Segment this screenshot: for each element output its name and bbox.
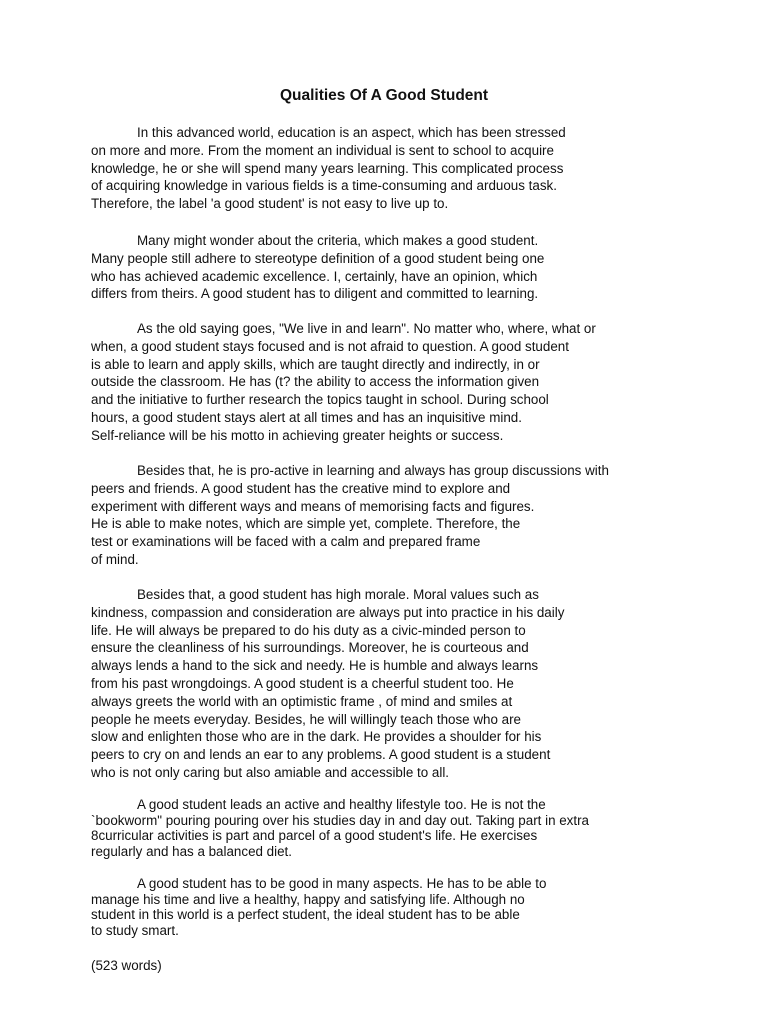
paragraph-line: peers and friends. A good student has the creative mind to explore and [91,480,511,496]
paragraph-line: knowledge, he or she will spend many years learning. This complicated process [91,160,564,176]
document-title: Qualities Of A Good Student [279,87,489,104]
paragraph-line: of mind. [91,551,139,567]
paragraph-line: Many might wonder about the criteria, which makes a good student. [137,233,539,248]
paragraph-line: when, a good student stays focused and is not afraid to question. A good student [91,338,569,354]
paragraph-line: test or examinations will be faced with a calm and prepared frame [91,534,481,550]
word-count: (523 words) [91,958,162,973]
paragraph-line: always lends a hand to the sick and needy. He is humble and always learns [91,658,539,674]
paragraph-line: outside the classroom. He has (t? the ability to access the information given [91,374,540,390]
paragraph-4 [91,462,609,569]
paragraph-line: ensure the cleanliness of his surroundings. Moreover, he is courteous and [91,640,529,656]
paragraph-line: `bookworm" pouring pouring over his studies day in and day out. Taking part in extra [91,812,590,828]
paragraph-line: Self-reliance will be his motto in achieving greater heights or success. [91,427,504,443]
paragraph-line: As the old saying goes, "We live in and learn". No matter who, where, what or [137,321,596,336]
paragraph-line: hours, a good student stays alert at all times and has an inquisitive mind. [91,409,522,425]
paragraph-line: Besides that, a good student has high morale. Moral values such as [137,587,539,602]
paragraph-2 [91,232,544,303]
paragraph-line: experiment with different ways and means of memorising facts and figures. [91,498,535,514]
paragraph-line: of acquiring knowledge in various fields is a time-consuming and arduous task. [91,178,557,194]
paragraph-line: differs from theirs. A good student has to diligent and committed to learning. [91,286,539,302]
paragraph-line: life. He will always be prepared to do his duty as a civic-minded person to [91,622,526,638]
paragraph-line: regularly and has a balanced diet. [91,843,292,859]
paragraph-line: peers to cry on and lends an ear to any problems. A good student is a student [91,747,551,763]
paragraph-line: slow and enlighten those who are in the dark. He provides a shoulder for his [91,729,542,745]
paragraph-6 [91,797,589,859]
paragraph-3 [91,320,596,445]
paragraph-line: Many people still adhere to stereotype definition of a good student being one [91,250,545,266]
paragraph-line: who has achieved academic excellence. I, certainly, have an opinion, which [91,268,538,284]
paragraph-line: is able to learn and apply skills, which are taught directly and indirectly, in or [91,356,540,372]
paragraph-5 [91,586,564,782]
paragraph-line: He is able to make notes, which are simple yet, complete. Therefore, the [91,516,521,532]
paragraph-line: people he meets everyday. Besides, he will willingly teach those who are [91,711,521,727]
paragraph-line: 8curricular activities is part and parcel of a good student's life. He exercises [91,828,538,844]
paragraph-line: always greets the world with an optimistic frame , of mind and smiles at [91,693,513,709]
paragraph-1 [91,124,566,213]
paragraph-7 [91,876,546,938]
paragraph-line: student in this world is a perfect student, the ideal student has to be able [91,907,520,923]
paragraph-line: who is not only caring but also amiable and accessible to all. [91,764,450,780]
paragraph-line: A good student has to be good in many aspects. He has to be able to [137,876,547,891]
paragraph-line: from his past wrongdoings. A good student is a cheerful student too. He [91,675,514,691]
paragraph-line: on more and more. From the moment an individual is sent to school to acquire [91,142,554,158]
paragraph-line: kindness, compassion and consideration are always put into practice in his daily [91,604,565,620]
paragraph-line: In this advanced world, education is an aspect, which has been stressed [137,125,566,140]
paragraph-line: manage his time and live a healthy, happy and satisfying life. Although no [91,891,525,907]
paragraph-line: and the initiative to further research the topics taught in school. During school [91,392,549,408]
paragraph-line: A good student leads an active and healthy lifestyle too. He is not the [137,797,546,812]
paragraph-line: Besides that, he is pro-active in learning and always has group discussions with [137,463,609,478]
paragraph-line: Therefore, the label 'a good student' is not easy to live up to. [91,196,449,212]
paragraph-line: to study smart. [91,922,179,938]
